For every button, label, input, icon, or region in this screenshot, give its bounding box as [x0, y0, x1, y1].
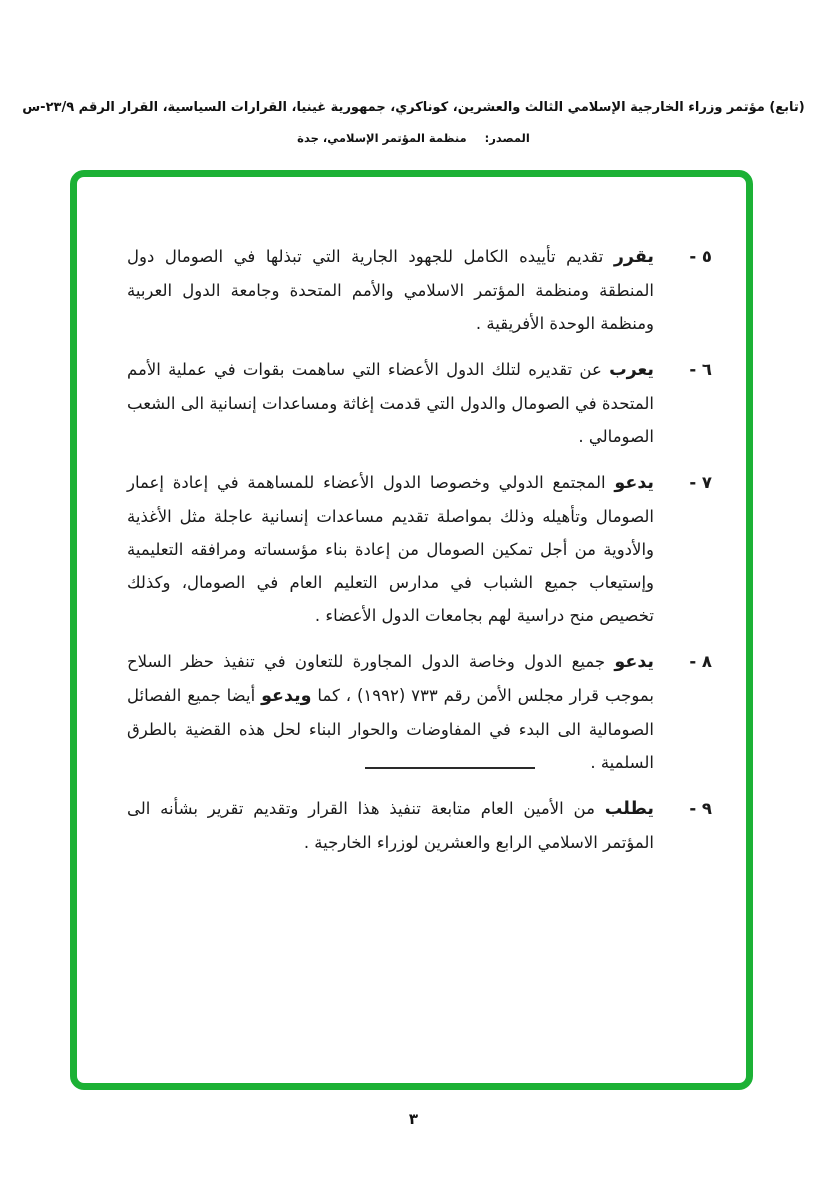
- item-text: يقرر تقديم تأييده الكامل للجهود الجارية التي تبذلها في الصومال دول المنطقة ومنظمة المؤتمر الاسلامي والأمم المتحدة وجامعة الدول العربية ومنظمة الوحدة الأفريقية .: [127, 247, 654, 333]
- item-lead-word: يدعو: [614, 652, 654, 672]
- item-lead-word: يدعو: [614, 473, 654, 493]
- resolution-item: [127, 645, 712, 779]
- item-lead-word: يطلب: [604, 799, 654, 819]
- document-source-line: [0, 131, 827, 145]
- item-text: يطلب من الأمين العام متابعة تنفيذ هذا القرار وتقديم تقرير بشأنه الى المؤتمر الاسلامي الرابع والعشرين لوزراء الخارجية .: [127, 799, 654, 852]
- item-lead-word: يعرب: [609, 360, 654, 380]
- item-text: يدعو جميع الدول وخاصة الدول المجاورة للتعاون في تنفيذ حظر السلاح بموجب قرار مجلس الأمن رقم ٧٣٣ (١٩٩٢) ، كما ويدعو أيضا جميع الفصائل الصومالية الى البدء في المفاوضات والحوار البناء لحل هذه القضية بالطرق السلمية .: [127, 652, 655, 772]
- item-text: يعرب عن تقديره لتلك الدول الأعضاء التي ساهمت بقوات في عملية الأمم المتحدة في الصومال والدول التي قدمت إغاثة ومساعدات إنسانية الى الشعب الصومالي .: [127, 360, 654, 446]
- item-text: يدعو المجتمع الدولي وخصوصا الدول الأعضاء للمساهمة في إعادة إعمار الصومال وتأهيله وذلك بمواصلة تقديم مساعدات إنسانية عاجلة مثل الأغذية والأدوية من أجل تمكين الصومال من إعادة بناء مؤسساته ومرافقه التعليمية وإستيعاب جميع الشباب في مدارس التعليم العام في الصومال، وكذلك تخصيص منح دراسية لهم بجامعات الدول الأعضاء .: [127, 473, 654, 625]
- item-number: ٥ -: [689, 247, 712, 266]
- page-number: ٣: [408, 1110, 419, 1128]
- source-value: منظمة المؤتمر الإسلامي، جدة: [297, 131, 467, 145]
- end-divider-line: [365, 767, 535, 769]
- item-lead-word: يقرر: [613, 247, 654, 267]
- item-number: ٦ -: [689, 360, 712, 379]
- resolution-item: [127, 240, 712, 340]
- document-header-title: (تابع) مؤتمر وزراء الخارجية الإسلامي الثالث والعشرين، كوناكري، جمهورية غينيا، القرارات السياسية، القرار الرقم ٢٣/٩-س: [22, 100, 805, 115]
- item-number: ٩ -: [689, 799, 712, 818]
- resolution-items-list: [127, 240, 712, 872]
- item-number: ٧ -: [689, 473, 712, 492]
- resolution-item: [127, 466, 712, 632]
- item-number: ٨ -: [689, 652, 712, 671]
- source-label: المصدر:: [484, 131, 530, 145]
- resolution-item: [127, 792, 712, 859]
- item-lead-word: ويدعو: [261, 686, 312, 706]
- resolution-item: [127, 353, 712, 453]
